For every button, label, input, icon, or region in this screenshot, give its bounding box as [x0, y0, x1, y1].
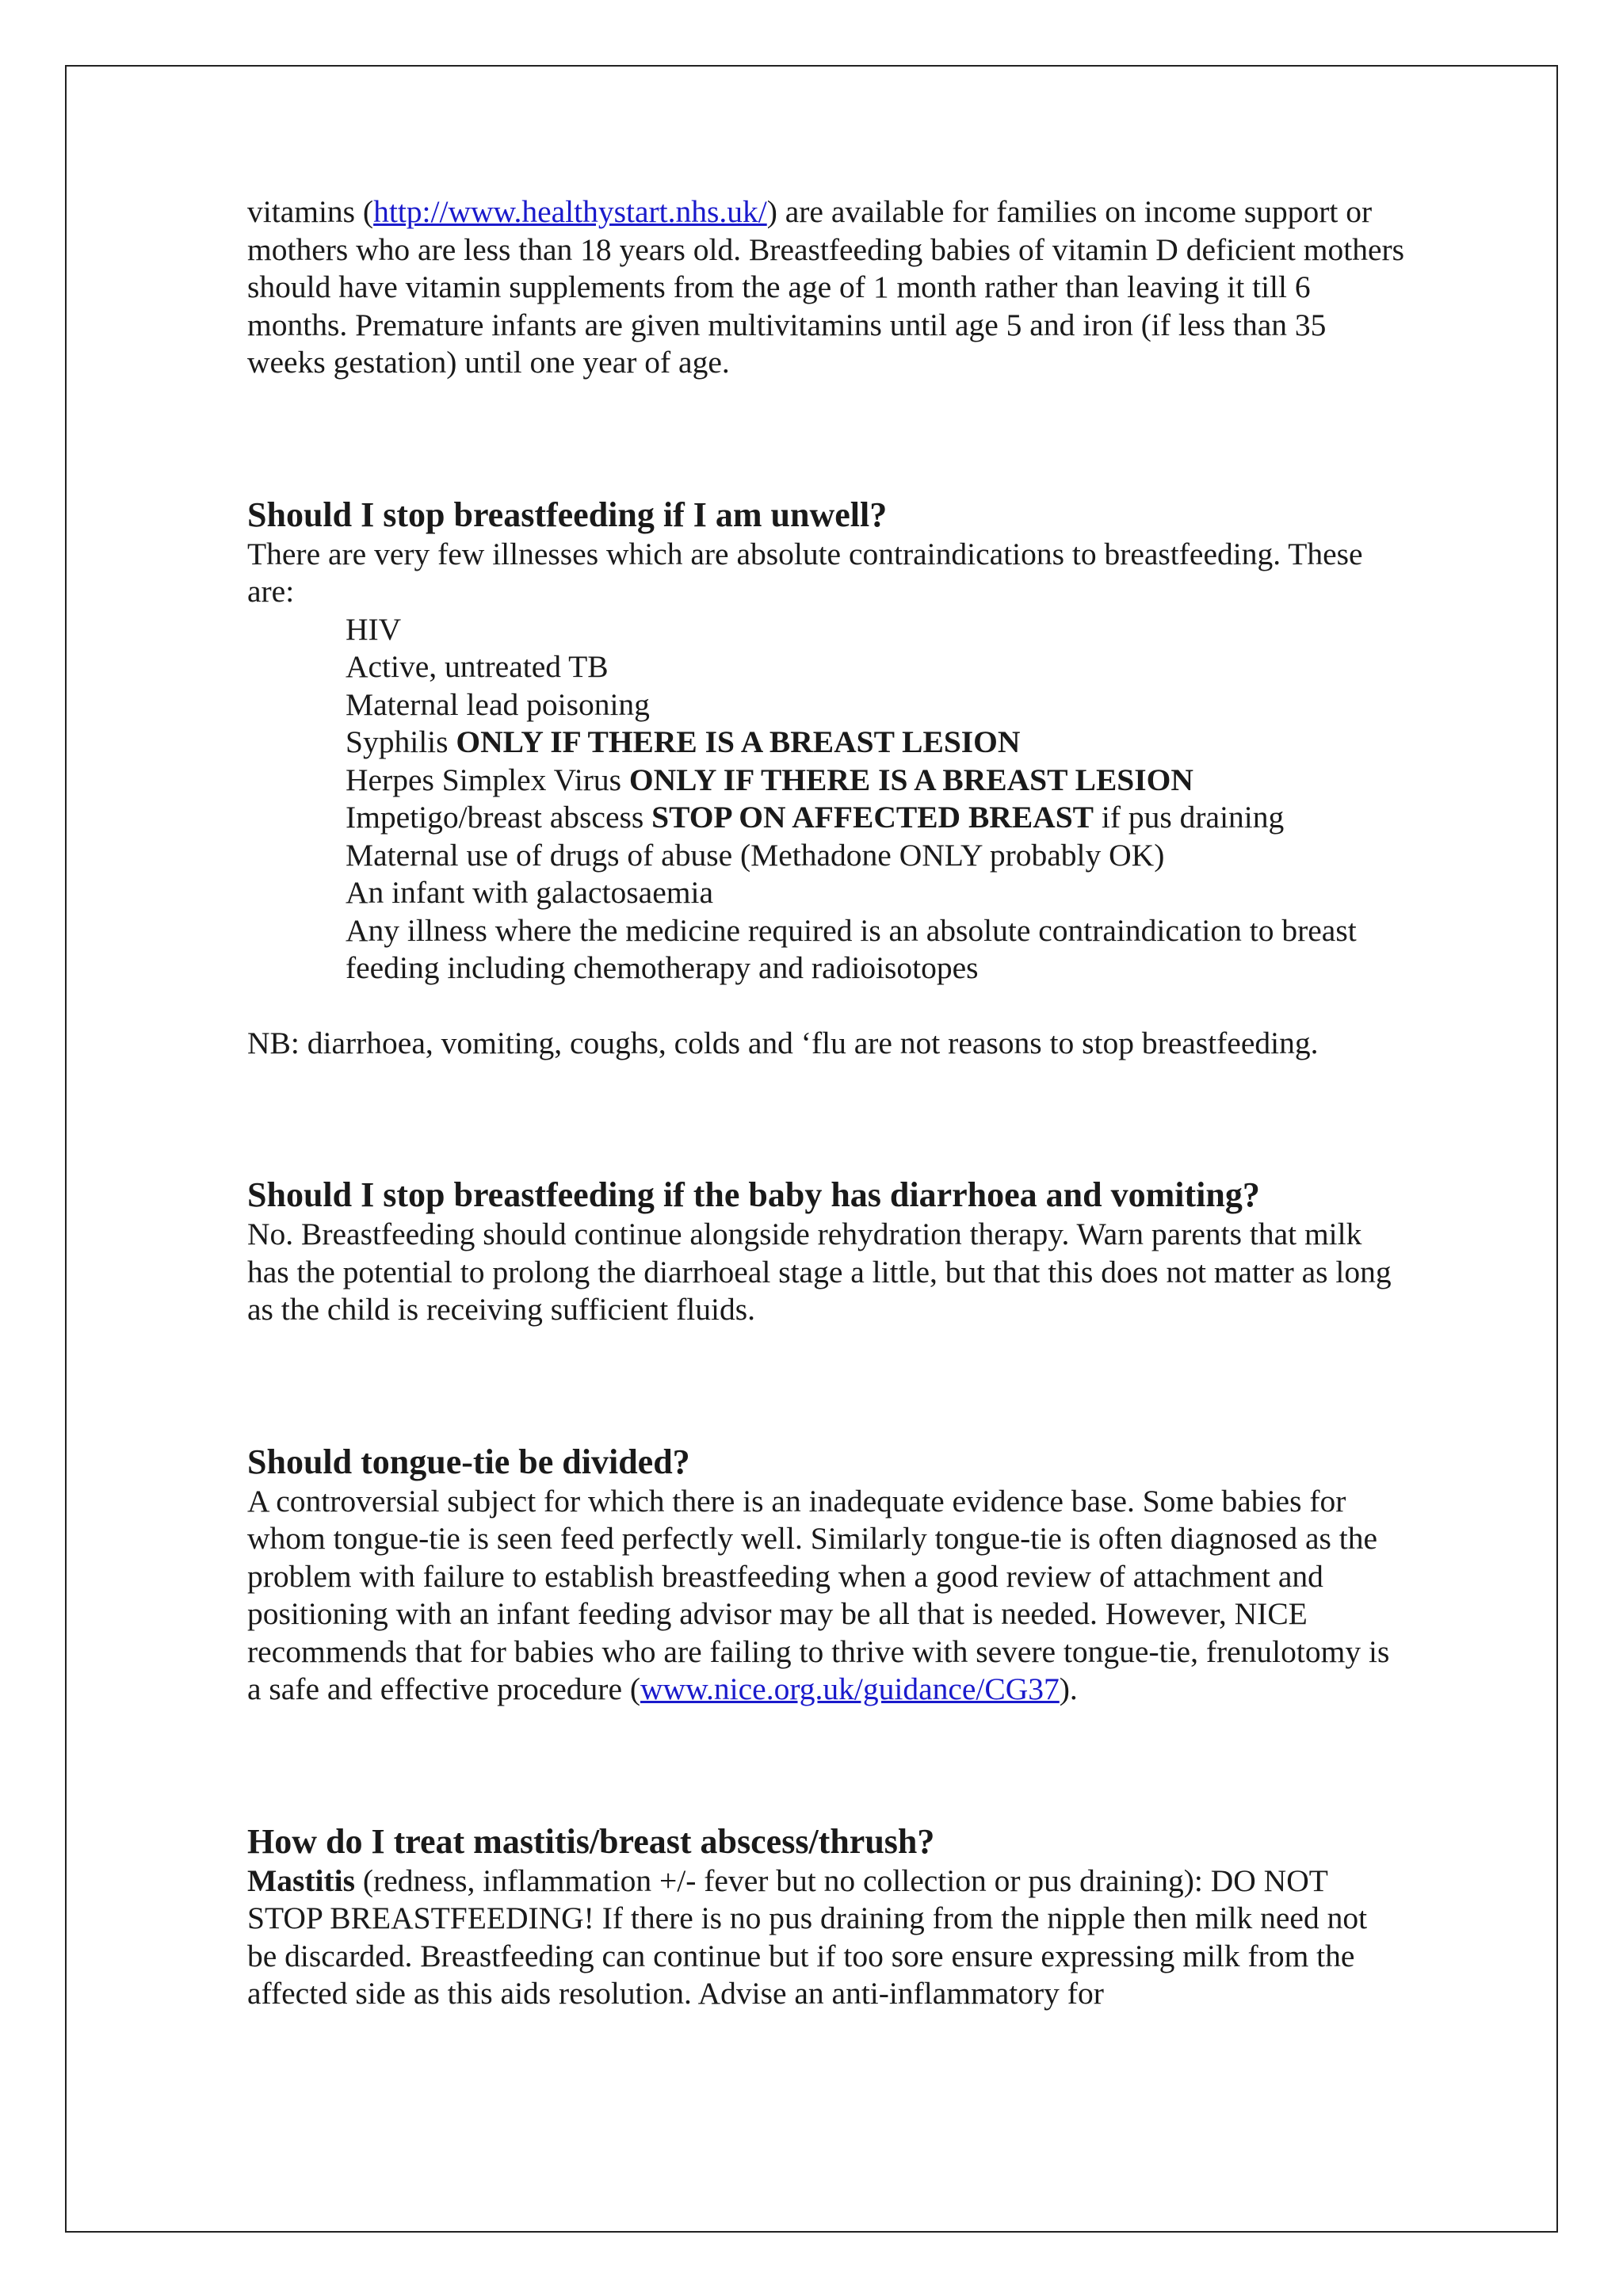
- tongue-tie-section: [247, 1442, 1404, 1709]
- unwell-intro: There are very few illnesses which are absolute contraindications to breastfeeding. These are:: [247, 536, 1363, 609]
- list-item: Any illness where the medicine required is an absolute contraindication to breast feeding including chemotherapy and radioisotopes: [346, 912, 1357, 985]
- list-item: Maternal use of drugs of abuse (Methadone ONLY probably OK): [346, 837, 1165, 873]
- healthystart-link[interactable]: http://www.healthystart.nhs.uk/: [373, 194, 767, 229]
- document-body: [247, 193, 1404, 2013]
- list-item: Syphilis ONLY IF THERE IS A BREAST LESION: [346, 724, 1021, 759]
- nice-guidance-link[interactable]: www.nice.org.uk/guidance/CG37: [640, 1671, 1060, 1706]
- mastitis-body: Mastitis (redness, inflammation +/- fever but no collection or pus draining): DO NOT STOP BREASTFEEDING! If there is no pus draining from the nipple then milk need not be discarded. Breastfeeding can continue but if too sore ensure expressing milk from the affected side as this aids resolution. Advise an anti-inflammatory for: [247, 1862, 1368, 2011]
- list-item: Active, untreated TB: [346, 649, 609, 684]
- mastitis-term: Mastitis: [247, 1862, 356, 1898]
- nb-note: NB: diarrhoea, vomiting, coughs, colds and ‘flu are not reasons to stop breastfeeding.: [247, 1025, 1319, 1060]
- intro-pre-link: vitamins (: [247, 194, 374, 229]
- list-item: An infant with galactosaemia: [346, 875, 713, 910]
- intro-post-link: ) are available for families on income support or mothers who are less than 18 years old. Breastfeeding babies of vitamin D deficient mothers should have vitamin supplements from the age of 1 month rather than leaving it till 6 months. Premature infants are given multivitamins until age 5 and iron (if less than 35 weeks gestation) until one year of age.: [247, 194, 1404, 380]
- mastitis-section: [247, 1821, 1404, 2013]
- contraindications-list: [247, 611, 1404, 988]
- intro-paragraph: [247, 193, 1404, 382]
- unwell-heading: Should I stop breastfeeding if I am unwell?: [247, 495, 888, 534]
- tongue-body: A controversial subject for which there is an inadequate evidence base. Some babies for whom tongue-tie is seen feed perfectly well. Similarly tongue-tie is often diagnosed as the problem with failure to establish breastfeeding when a good review of attachment and positioning with an infant feeding advisor may be all that is needed. However, NICE recommends that for babies who are failing to thrive with severe tongue-tie, frenulotomy is a safe and effective procedure (www.nice.org.uk/guidance/CG37).: [247, 1483, 1390, 1706]
- tongue-heading: Should tongue-tie be divided?: [247, 1442, 690, 1481]
- intro-section: [247, 193, 1404, 382]
- list-item: Impetigo/breast abscess STOP ON AFFECTED BREAST if pus draining: [346, 800, 1285, 835]
- dv-heading: Should I stop breastfeeding if the baby has diarrhoea and vomiting?: [247, 1175, 1260, 1214]
- list-item: Maternal lead poisoning: [346, 686, 650, 722]
- unwell-section: [247, 495, 1404, 1063]
- diarrhoea-vomiting-section: [247, 1175, 1404, 1329]
- dv-body: No. Breastfeeding should continue alongside rehydration therapy. Warn parents that milk has the potential to prolong the diarrhoeal stage a little, but that this does not matter as long as the child is receiving sufficient fluids.: [247, 1217, 1392, 1327]
- list-item: HIV: [346, 611, 402, 647]
- list-item: Herpes Simplex Virus ONLY IF THERE IS A BREAST LESION: [346, 762, 1193, 797]
- mastitis-heading: How do I treat mastitis/breast abscess/thrush?: [247, 1821, 935, 1861]
